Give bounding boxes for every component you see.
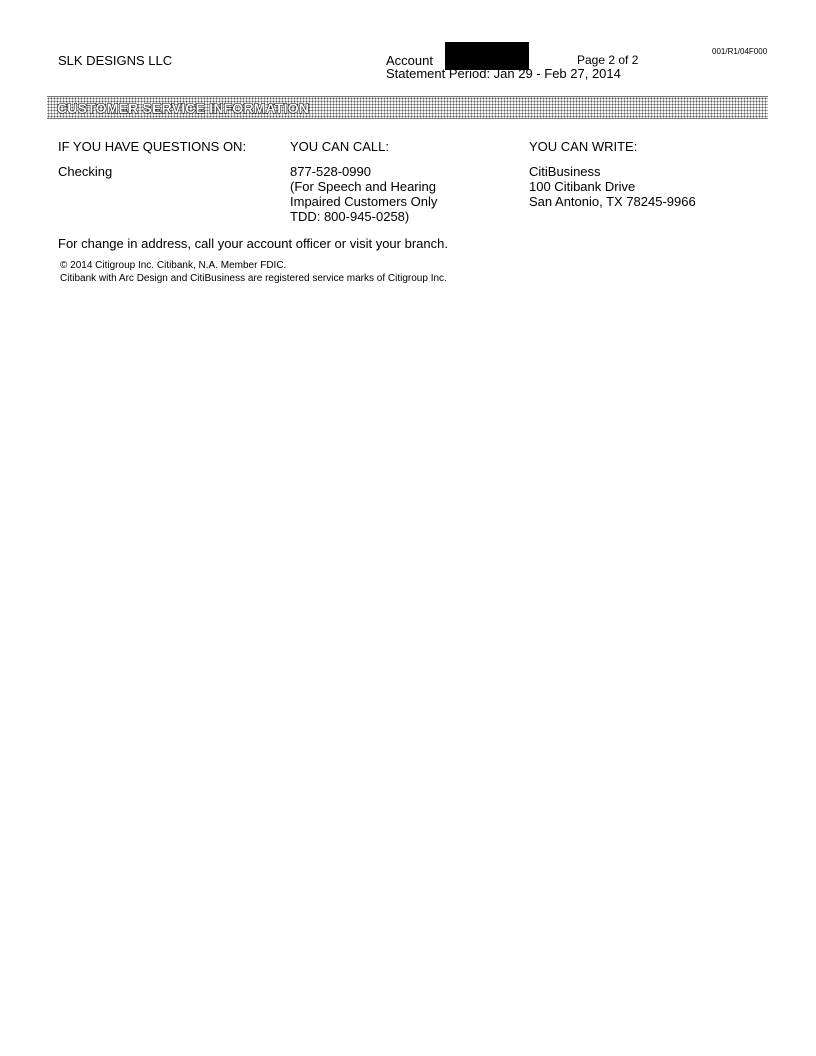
address-name: CitiBusiness <box>529 164 601 179</box>
trademark-notice: Citibank with Arc Design and CitiBusiness are registered service marks of Citigroup Inc. <box>60 273 447 284</box>
copyright-notice: © 2014 Citigroup Inc. Citibank, N.A. Member FDIC. <box>60 260 287 271</box>
phone-number: 877-528-0990 <box>290 164 371 179</box>
phone-note-line-2: Impaired Customers Only <box>290 194 438 209</box>
address-change-note: For change in address, call your account officer or visit your branch. <box>58 236 448 251</box>
account-label: Account <box>386 53 433 68</box>
page-number: Page 2 of 2 <box>577 53 639 67</box>
section-title: CUSTOMER SERVICE INFORMATION <box>57 100 310 116</box>
address-city: San Antonio, TX 78245-9966 <box>529 194 696 209</box>
document-code: 001/R1/04F000 <box>712 47 768 56</box>
company-name: SLK DESIGNS LLC <box>58 53 173 68</box>
address-street: 100 Citibank Drive <box>529 179 636 194</box>
phone-note-line-1: (For Speech and Hearing <box>290 179 436 194</box>
tdd-number: TDD: 800-945-0258) <box>290 209 410 224</box>
questions-column-header: IF YOU HAVE QUESTIONS ON: <box>58 139 247 154</box>
topic-label: Checking <box>58 164 113 179</box>
statement-period: Statement Period: Jan 29 - Feb 27, 2014 <box>386 66 621 81</box>
call-column-header: YOU CAN CALL: <box>290 139 389 154</box>
topic-cell <box>58 164 112 179</box>
mailing-address-cell <box>529 164 696 209</box>
write-column-header: YOU CAN WRITE: <box>529 139 638 154</box>
phone-cell <box>290 164 437 224</box>
